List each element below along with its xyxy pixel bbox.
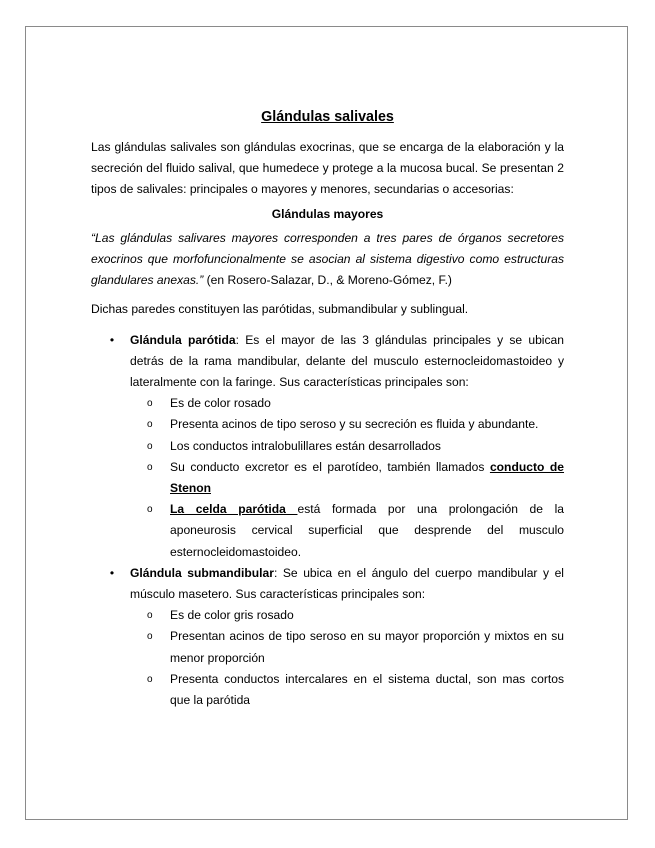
feature-text: Es de color rosado — [170, 396, 271, 411]
feature-text: Presentan acinos de tipo seroso en su mayor proporción y mixtos en su menor proporción — [170, 629, 564, 665]
gland-description — [130, 563, 564, 605]
gland-features-list — [130, 393, 564, 563]
quote-text: “Las glándulas salivares mayores corresponden a tres pares de órganos secretores exocrinos que morfofuncionalmente se asocian al sistema digestivo como estructuras glandulares anexas.” — [91, 230, 564, 288]
document-content — [91, 107, 564, 711]
feature-text: Los conductos intralobulillares están desarrollados — [170, 438, 441, 453]
feature-item — [130, 414, 564, 435]
gland-description — [130, 330, 564, 394]
gland-features-list — [130, 605, 564, 711]
dichas-paragraph: Dichas paredes constituyen las parótidas, submandibular y sublingual. — [91, 302, 469, 317]
celda-parotida-term: La celda parótida — [170, 502, 298, 517]
feature-text: Su conducto excretor es el parotídeo, también llamados — [170, 459, 490, 474]
feature-item — [130, 605, 564, 626]
document-page — [25, 26, 628, 820]
quote-citation: (en Rosero-Salazar, D., & Moreno-Gómez, F.) — [203, 273, 452, 288]
gland-name: Glándula parótida — [130, 332, 236, 347]
intro-paragraph: Las glándulas salivales son glándulas exocrinas, que se encarga de la elaboración y la secreción del fluido salival, que humedece y protege a la mucosa bucal. Se presentan 2 tipos de salivales: principales o mayores y menores, secundarias o accesorias: — [91, 140, 564, 197]
sub-bullet-marker: o — [147, 504, 153, 516]
feature-item — [130, 436, 564, 457]
sub-bullet-marker: o — [147, 440, 153, 452]
bullet-marker: • — [109, 565, 115, 580]
quote-paragraph — [91, 228, 564, 292]
stenon-term: conducto de Stenon — [170, 459, 565, 496]
feature-text: Presenta conductos intercalares en el sistema ductal, son mas cortos que la parótida — [170, 671, 564, 708]
sub-bullet-marker: o — [147, 610, 153, 622]
feature-item — [130, 499, 564, 563]
gland-item-parotida — [91, 330, 564, 563]
sub-bullet-marker: o — [147, 419, 153, 431]
feature-text: Presenta acinos de tipo seroso y su secreción es fluida y abundante. — [170, 417, 539, 432]
glands-list — [91, 330, 564, 712]
section-subtitle: Glándulas mayores — [271, 206, 384, 221]
sub-bullet-marker: o — [147, 673, 153, 685]
feature-text: está formada por una prolongación de la aponeurosis cervical superficial que desprende del musculo esternocleidomastoideo. — [170, 502, 564, 559]
feature-text: Es de color gris rosado — [170, 608, 294, 623]
bullet-marker: • — [109, 332, 115, 347]
sub-bullet-marker: o — [147, 461, 153, 473]
feature-item — [130, 393, 564, 414]
gland-name: Glándula submandibular — [130, 565, 274, 580]
feature-item — [130, 457, 564, 499]
feature-item — [130, 626, 564, 668]
sub-bullet-marker: o — [147, 398, 153, 410]
feature-item — [130, 669, 564, 711]
gland-text: : Se ubica en el ángulo del cuerpo mandibular y el músculo masetero. Sus características principales son: — [130, 565, 564, 602]
gland-item-submandibular — [91, 563, 564, 711]
gland-text: : Es el mayor de las 3 glándulas principales y se ubican detrás de la rama mandibular, delante del musculo esternocleidomastoideo y lateralmente con la faringe. Sus características principales son: — [130, 332, 564, 390]
sub-bullet-marker: o — [147, 631, 153, 643]
page-title: Glándulas salivales — [261, 109, 394, 125]
